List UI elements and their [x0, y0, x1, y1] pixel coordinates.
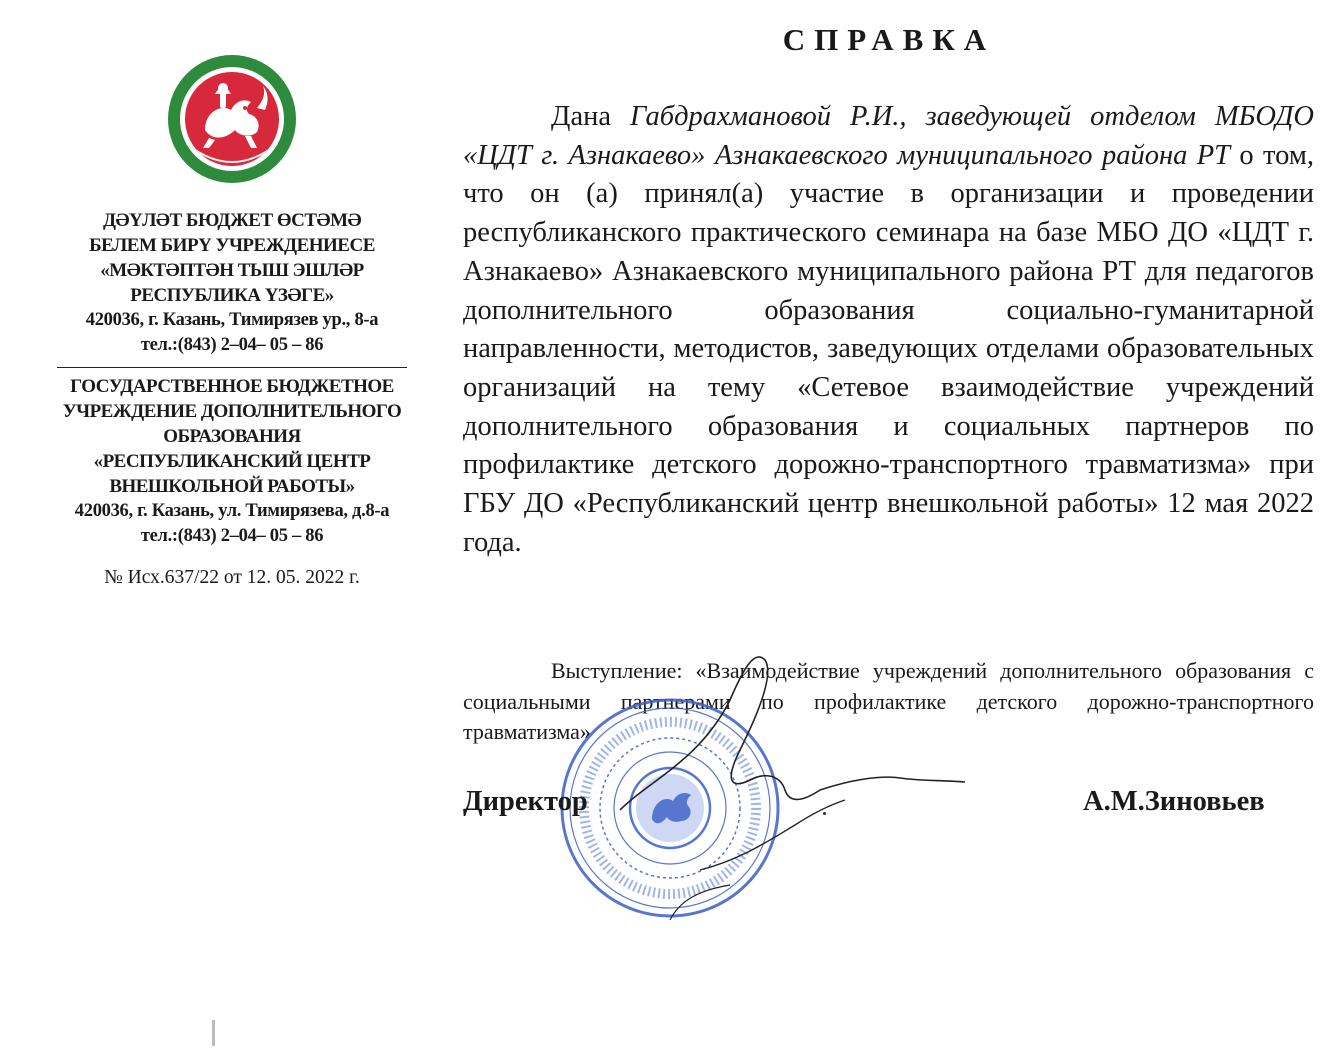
russian-org-line: ВНЕШКОЛЬНОЙ РАБОТЫ» [109, 476, 355, 497]
tatar-address: 420036, г. Казань, Тимирязев ур., 8-а [85, 310, 379, 330]
tatar-org-line: ДӘҮЛӘТ БЮДЖЕТ ӨСТӘМӘ [102, 210, 362, 231]
speech-topic: Выступление: «Взаимодействие учреждений дополнительного образования с социальными партнерами по профилактике детского дорожно-транспортного травматизма» [463, 658, 1314, 744]
scan-mark [212, 1020, 215, 1046]
russian-org-line: ГОСУДАРСТВЕННОЕ БЮДЖЕТНОЕ [70, 376, 394, 397]
tatar-header-block [18, 208, 446, 358]
russian-header-block [18, 374, 446, 549]
russian-phone: тел.:(843) 2–04– 05 – 86 [140, 526, 324, 546]
letterhead-divider [57, 367, 407, 368]
body-person: Габдрахмановой Р.И., заведующей отделом МБОДО «ЦДТ г. Азнакаево» Азнакаевского муниципального района РТ [463, 101, 1314, 171]
body-rest: о том, что он (а) принял(а) участие в организации и проведении республиканского практического семинара на базе МБО ДО «ЦДТ г. Азнакаево» Азнакаевского муниципального района РТ для педагогов дополнительного образования социально-гуманитарной направленности, методистов, заведующих отделами образовательных организаций на тему «Сетевое взаимодействие учреждений дополнительного образования и социальных партнеров по профилактике детского дорожно-транспортного травматизма» при ГБУ ДО «Республиканский центр внешкольной работы» 12 мая 2022 года. [463, 139, 1314, 558]
tatar-phone: тел.:(843) 2–04– 05 – 86 [140, 335, 324, 355]
tatar-org-line: БЕЛЕМ БИРҮ УЧРЕЖДЕНИЕСЕ [89, 235, 375, 256]
tatar-org-line: «МӘКТӘПТӘН ТЫШ ЭШЛӘР [100, 260, 364, 281]
russian-org-line: УЧРЕЖДЕНИЕ ДОПОЛНИТЕЛЬНОГО [62, 401, 402, 422]
body-intro: Дана [551, 101, 631, 132]
russian-org-line: ОБРАЗОВАНИЯ [163, 426, 301, 447]
outgoing-number: № Исх.637/22 от 12. 05. 2022 г. [104, 567, 360, 588]
russian-address: 420036, г. Казань, ул. Тимирязева, д.8-а [74, 501, 390, 521]
tatar-org-line: РЕСПУБЛИКА ҮЗӘГЕ» [130, 285, 334, 306]
handwritten-signature [580, 640, 980, 930]
document-body [463, 98, 1314, 562]
signer-role: Директор [463, 786, 588, 817]
tatarstan-emblem-icon [165, 52, 299, 186]
signer-name: А.М.Зиновьев [1083, 786, 1265, 817]
stray-dot [823, 812, 826, 815]
letterhead [18, 52, 446, 589]
document-title: СПРАВКА [782, 22, 996, 57]
russian-org-line: «РЕСПУБЛИКАНСКИЙ ЦЕНТР [93, 451, 371, 472]
